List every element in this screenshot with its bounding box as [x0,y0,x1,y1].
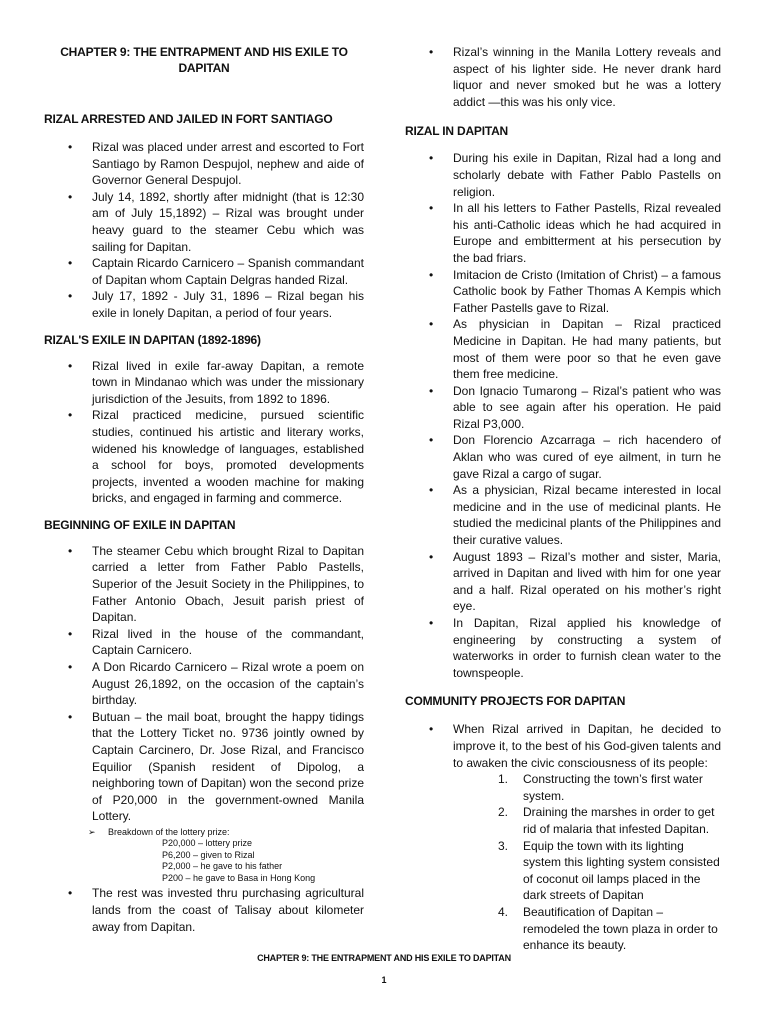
list-item: • Rizal was placed under arrest and escorted to Fort Santiago by Ramon Despujol, nephew and aide of Governor General Despujol. [44,139,364,189]
list-lottery [405,44,721,110]
heading-beginning: BEGINNING OF EXILE IN DAPITAN [44,517,236,532]
list-item: • When Rizal arrived in Dapitan, he decided to improve it, to the best of his God-given talents and to awaken the civic consciousness of its people: [405,721,721,771]
list-item: • The rest was invested thru purchasing agricultural lands from the coast of Talisay about kilometer away from Dapitan. [44,885,364,935]
list-item: • Don Florencio Azcarraga – rich hacendero of Aklan who was cured of eye ailment, in turn he gave Rizal a cargo of sugar. [405,432,721,482]
project-item [405,904,721,954]
page-number: 1 [381,975,387,985]
list-item: • During his exile in Dapitan, Rizal had a long and scholarly debate with Father Pablo Pastells on religion. [405,150,721,200]
left-column [44,40,364,935]
project-text: Constructing the town’s first water system. [523,772,703,803]
heading-in-dapitan: RIZAL IN DAPITAN [405,124,509,139]
project-text: Equip the town with its lighting system this lighting system consisted of coconut oil lamps placed in the dark streets of Dapitan [523,838,720,903]
projects-list [405,771,721,954]
prize-breakdown [44,827,364,885]
heading-community: COMMUNITY PROJECTS FOR DAPITAN [405,694,626,709]
list-community [405,721,721,771]
breakdown-line: P20,000 – lottery prize [162,838,253,849]
breakdown-line: P200 – he gave to Basa in Hong Kong [162,872,316,883]
list-item: • In all his letters to Father Pastells, Rizal revealed his anti-Catholic ideas which he had acquired in Europe and embitterment at his persecution by the bad friars. [405,200,721,266]
list-item: • As a physician, Rizal became interested in local medicine and in the use of medicinal plants. He studied the medicinal plants of the Philippines and their curative values. [405,482,721,548]
project-text: Beautification of Dapitan – remodeled the town plaza in order to enhance its beauty. [523,904,718,953]
list-item: • As physician in Dapitan – Rizal practiced Medicine in Dapitan. He had many patients, but most of them were poor so that he even gave them free medicine. [405,316,721,382]
project-text: Draining the marshes in order to get rid of malaria that infested Dapitan. [523,805,715,836]
footer-title: CHAPTER 9: THE ENTRAPMENT AND HIS EXILE TO DAPITAN [257,953,511,963]
list-arrested [44,139,364,322]
list-item: • Captain Ricardo Carnicero – Spanish commandant of Dapitan whom Captain Delgras handed Rizal. [44,255,364,288]
right-column [405,40,721,954]
list-item: • Rizal lived in the house of the commandant, Captain Carnicero. [44,626,364,659]
breakdown-line: P6,200 – given to Rizal [162,849,255,860]
list-item: • A Don Ricardo Carnicero – Rizal wrote a poem on August 26,1892, on the occasion of the captain’s birthday. [44,659,364,709]
list-item: • The steamer Cebu which brought Rizal to Dapitan carried a letter from Father Pablo Pastells, Superior of the Jesuit Society in the Philippines, to Father Antonio Obach, Jesuit parish priest of Dapitan. [44,543,364,626]
breakdown-line: P2,000 – he gave to his father [162,861,283,872]
list-item [44,709,364,825]
list-in-dapitan [405,150,721,681]
list-item: • Rizal lived in exile far-away Dapitan, a remote town in Mindanao which was under the missionary jurisdiction of the Jesuits, from 1892 to 1896. [44,358,364,408]
list-item-text: Butuan – the mail boat, brought the happy tidings that the Lottery Ticket no. 9736 jointly owned by Captain Carcinero, Dr. Jose Rizal, and Francisco Equilior (Spanish resident of Dipolog, a neighboring town of Dapitan) won the second prize of P20,000 in the government-owned Manila Lottery. [92,709,364,824]
list-item: • Rizal practiced medicine, pursued scientific studies, continued his artistic and literary works, widened his knowledge of languages, established a school for boys, promoted developments projects, invented a wooden machine for making bricks, and engaged in farming and commerce. [44,407,364,507]
project-item [405,804,721,837]
list-beginning [44,543,364,825]
list-item: • Rizal’s winning in the Manila Lottery reveals and aspect of his lighter side. He never drank hard liquor and never smoked but he was a lottery addict —this was his only vice. [405,44,721,110]
breakdown-label: ➢ Breakdown of the lottery prize: [44,827,364,839]
list-item: • Don Ignacio Tumarong – Rizal’s patient who was able to see again after his operation. He paid Rizal P3,000. [405,383,721,433]
list-item: • In Dapitan, Rizal applied his knowledge of engineering by constructing a system of waterworks in order to furnish clean water to the townspeople. [405,615,721,681]
list-item: • July 14, 1892, shortly after midnight (that is 12:30 am of July 15,1892) – Rizal was brought under heavy guard to the steamer Cebu which was sailing for Dapitan. [44,189,364,255]
list-item: • August 1893 – Rizal’s mother and sister, Maria, arrived in Dapitan and lived with him for one year and a half. Rizal operated on his mother’s right eye. [405,549,721,615]
heading-arrested: RIZAL ARRESTED AND JAILED IN FORT SANTIAGO [44,112,333,126]
project-item [405,838,721,904]
project-item [405,771,721,804]
list-exile [44,358,364,507]
project-number: 3. [498,838,509,853]
list-item: • Imitacion de Cristo (Imitation of Christ) – a famous Catholic book by Father Thomas A Kempis which Father Pastells gave to Rizal. [405,267,721,317]
project-number: 2. [498,805,509,820]
project-number: 4. [498,904,509,919]
list-item: • July 17, 1892 - July 31, 1896 – Rizal began his exile in lonely Dapitan, a period of four years. [44,288,364,321]
project-number: 1. [498,772,509,787]
list-beginning-rest [44,885,364,935]
heading-exile: RIZAL'S EXILE IN DAPITAN (1892-1896) [44,332,261,347]
chapter-title: CHAPTER 9: THE ENTRAPMENT AND HIS EXILE TO DAPITAN [60,45,348,75]
